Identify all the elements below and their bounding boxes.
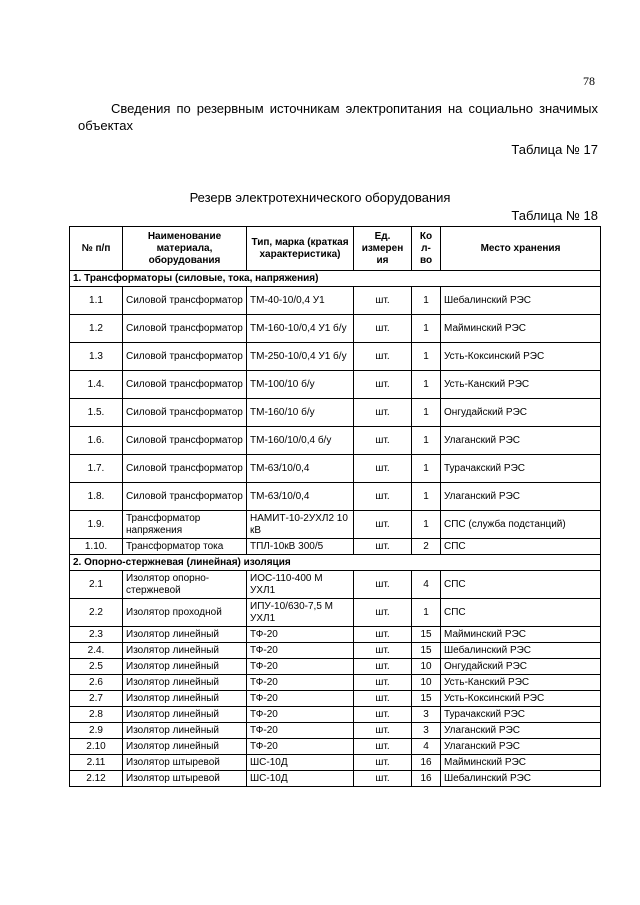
cell-name: Силовой трансформатор (123, 483, 247, 511)
header-name: Наименование материала, оборудования (123, 227, 247, 271)
cell-place: Улаганский РЭС (441, 723, 601, 739)
cell-num: 1.10. (70, 539, 123, 555)
cell-type: ШС-10Д (247, 771, 354, 787)
cell-place: Усть-Канский РЭС (441, 675, 601, 691)
cell-qty: 1 (412, 315, 441, 343)
cell-num: 2.6 (70, 675, 123, 691)
cell-qty: 4 (412, 739, 441, 755)
cell-type: НАМИТ-10-2УХЛ2 10 кВ (247, 511, 354, 539)
cell-num: 2.11 (70, 755, 123, 771)
cell-qty: 1 (412, 511, 441, 539)
table-body (70, 271, 601, 787)
table-row (70, 511, 601, 539)
table-row (70, 343, 601, 371)
cell-num: 2.1 (70, 571, 123, 599)
table-row (70, 755, 601, 771)
cell-qty: 16 (412, 755, 441, 771)
cell-num: 2.4. (70, 643, 123, 659)
cell-unit: шт. (354, 627, 412, 643)
cell-qty: 1 (412, 427, 441, 455)
section-title: 1. Трансформаторы (силовые, тока, напряжения) (70, 271, 601, 287)
cell-name: Силовой трансформатор (123, 427, 247, 455)
cell-num: 1.8. (70, 483, 123, 511)
cell-type: ШС-10Д (247, 755, 354, 771)
cell-num: 2.7 (70, 691, 123, 707)
table-row (70, 315, 601, 343)
cell-qty: 1 (412, 455, 441, 483)
cell-qty: 1 (412, 483, 441, 511)
cell-name: Силовой трансформатор (123, 371, 247, 399)
cell-place: Майминский РЭС (441, 755, 601, 771)
cell-num: 1.9. (70, 511, 123, 539)
cell-num: 1.7. (70, 455, 123, 483)
cell-place: Шебалинский РЭС (441, 287, 601, 315)
cell-qty: 1 (412, 343, 441, 371)
cell-num: 1.3 (70, 343, 123, 371)
cell-name: Изолятор линейный (123, 627, 247, 643)
section-row (70, 271, 601, 287)
cell-place: Усть-Коксинский РЭС (441, 691, 601, 707)
cell-qty: 1 (412, 287, 441, 315)
cell-type: ТПЛ-10кВ 300/5 (247, 539, 354, 555)
cell-num: 1.1 (70, 287, 123, 315)
cell-type: ТМ-63/10/0,4 (247, 455, 354, 483)
cell-unit: шт. (354, 771, 412, 787)
cell-num: 1.2 (70, 315, 123, 343)
cell-place: Майминский РЭС (441, 315, 601, 343)
cell-name: Силовой трансформатор (123, 343, 247, 371)
table-row (70, 627, 601, 643)
cell-unit: шт. (354, 691, 412, 707)
table-row (70, 691, 601, 707)
cell-type: ТФ-20 (247, 675, 354, 691)
cell-qty: 10 (412, 659, 441, 675)
cell-unit: шт. (354, 483, 412, 511)
cell-name: Изолятор линейный (123, 707, 247, 723)
cell-unit: шт. (354, 723, 412, 739)
cell-name: Силовой трансформатор (123, 287, 247, 315)
cell-unit: шт. (354, 707, 412, 723)
header-type: Тип, марка (краткая характеристика) (247, 227, 354, 271)
header-place: Место хранения (441, 227, 601, 271)
cell-qty: 3 (412, 707, 441, 723)
cell-type: ТМ-160-10/0,4 У1 б/у (247, 315, 354, 343)
cell-place: Усть-Канский РЭС (441, 371, 601, 399)
page-number: 78 (583, 74, 595, 88)
cell-type: ТМ-40-10/0,4 У1 (247, 287, 354, 315)
cell-qty: 16 (412, 771, 441, 787)
cell-place: Турачакский РЭС (441, 707, 601, 723)
cell-unit: шт. (354, 755, 412, 771)
cell-type: ТФ-20 (247, 691, 354, 707)
cell-type: ТФ-20 (247, 627, 354, 643)
cell-name: Изолятор линейный (123, 723, 247, 739)
cell-qty: 1 (412, 399, 441, 427)
cell-num: 1.6. (70, 427, 123, 455)
cell-place: СПС (441, 571, 601, 599)
header-qty: Ко л- во (412, 227, 441, 271)
cell-name: Силовой трансформатор (123, 315, 247, 343)
cell-name: Изолятор линейный (123, 659, 247, 675)
cell-place: Майминский РЭС (441, 627, 601, 643)
table-row (70, 771, 601, 787)
cell-num: 2.8 (70, 707, 123, 723)
cell-place: Шебалинский РЭС (441, 643, 601, 659)
cell-type: ТФ-20 (247, 643, 354, 659)
cell-place: Онгудайский РЭС (441, 659, 601, 675)
cell-num: 2.2 (70, 599, 123, 627)
cell-unit: шт. (354, 343, 412, 371)
cell-name: Силовой трансформатор (123, 399, 247, 427)
table-row (70, 571, 601, 599)
cell-unit: шт. (354, 571, 412, 599)
cell-type: ТФ-20 (247, 723, 354, 739)
cell-type: ТМ-100/10 б/у (247, 371, 354, 399)
table-row (70, 675, 601, 691)
cell-unit: шт. (354, 511, 412, 539)
cell-type: ТМ-250-10/0,4 У1 б/у (247, 343, 354, 371)
table-row (70, 287, 601, 315)
cell-type: ТМ-160/10/0,4 б/у (247, 427, 354, 455)
table-row (70, 371, 601, 399)
table-header-row (70, 227, 601, 271)
cell-place: СПС (441, 599, 601, 627)
section-row (70, 555, 601, 571)
table-17-label: Таблица № 17 (511, 142, 598, 157)
cell-place: Усть-Коксинский РЭС (441, 343, 601, 371)
table-row (70, 739, 601, 755)
cell-place: Улаганский РЭС (441, 483, 601, 511)
cell-type: ТМ-63/10/0,4 (247, 483, 354, 511)
cell-unit: шт. (354, 399, 412, 427)
table-row (70, 539, 601, 555)
table-row (70, 399, 601, 427)
cell-unit: шт. (354, 539, 412, 555)
cell-qty: 15 (412, 691, 441, 707)
section-title: 2. Опорно-стержневая (линейная) изоляция (70, 555, 601, 571)
table-18-label: Таблица № 18 (511, 208, 598, 223)
cell-name: Трансформатор тока (123, 539, 247, 555)
table-row (70, 723, 601, 739)
table-heading: Резерв электротехнического оборудования (189, 190, 451, 205)
cell-unit: шт. (354, 427, 412, 455)
table-row (70, 599, 601, 627)
cell-type: ИОС-110-400 М УХЛ1 (247, 571, 354, 599)
cell-name: Изолятор линейный (123, 643, 247, 659)
cell-qty: 3 (412, 723, 441, 739)
intro-paragraph: Сведения по резервным источникам электропитания на социально значимых объектах (78, 101, 598, 133)
cell-place: Онгудайский РЭС (441, 399, 601, 427)
cell-place: Шебалинский РЭС (441, 771, 601, 787)
cell-num: 2.10 (70, 739, 123, 755)
cell-qty: 1 (412, 371, 441, 399)
cell-num: 2.9 (70, 723, 123, 739)
table-row (70, 643, 601, 659)
cell-name: Изолятор проходной (123, 599, 247, 627)
cell-name: Силовой трансформатор (123, 455, 247, 483)
cell-type: ТФ-20 (247, 659, 354, 675)
table-row (70, 455, 601, 483)
cell-place: Улаганский РЭС (441, 739, 601, 755)
cell-name: Изолятор опорно-стержневой (123, 571, 247, 599)
cell-name: Изолятор штыревой (123, 755, 247, 771)
cell-unit: шт. (354, 315, 412, 343)
cell-place: СПС (служба подстанций) (441, 511, 601, 539)
cell-unit: шт. (354, 287, 412, 315)
header-num: № п/п (70, 227, 123, 271)
cell-type: ТФ-20 (247, 707, 354, 723)
cell-qty: 15 (412, 627, 441, 643)
table-row (70, 659, 601, 675)
cell-unit: шт. (354, 659, 412, 675)
cell-place: Улаганский РЭС (441, 427, 601, 455)
cell-qty: 4 (412, 571, 441, 599)
cell-num: 1.4. (70, 371, 123, 399)
cell-num: 1.5. (70, 399, 123, 427)
cell-name: Трансформатор напряжения (123, 511, 247, 539)
cell-qty: 15 (412, 643, 441, 659)
cell-name: Изолятор линейный (123, 675, 247, 691)
cell-unit: шт. (354, 739, 412, 755)
cell-unit: шт. (354, 675, 412, 691)
cell-unit: шт. (354, 599, 412, 627)
table-row (70, 483, 601, 511)
table-row (70, 427, 601, 455)
cell-type: ТФ-20 (247, 739, 354, 755)
cell-num: 2.3 (70, 627, 123, 643)
cell-type: ИПУ-10/630-7,5 М УХЛ1 (247, 599, 354, 627)
cell-unit: шт. (354, 455, 412, 483)
table-row (70, 707, 601, 723)
cell-qty: 2 (412, 539, 441, 555)
equipment-table (69, 226, 601, 787)
header-unit: Ед. измерен ия (354, 227, 412, 271)
cell-unit: шт. (354, 643, 412, 659)
cell-name: Изолятор штыревой (123, 771, 247, 787)
cell-name: Изолятор линейный (123, 739, 247, 755)
cell-unit: шт. (354, 371, 412, 399)
cell-qty: 1 (412, 599, 441, 627)
cell-name: Изолятор линейный (123, 691, 247, 707)
cell-qty: 10 (412, 675, 441, 691)
cell-place: Турачакский РЭС (441, 455, 601, 483)
cell-place: СПС (441, 539, 601, 555)
cell-num: 2.12 (70, 771, 123, 787)
cell-num: 2.5 (70, 659, 123, 675)
cell-type: ТМ-160/10 б/у (247, 399, 354, 427)
